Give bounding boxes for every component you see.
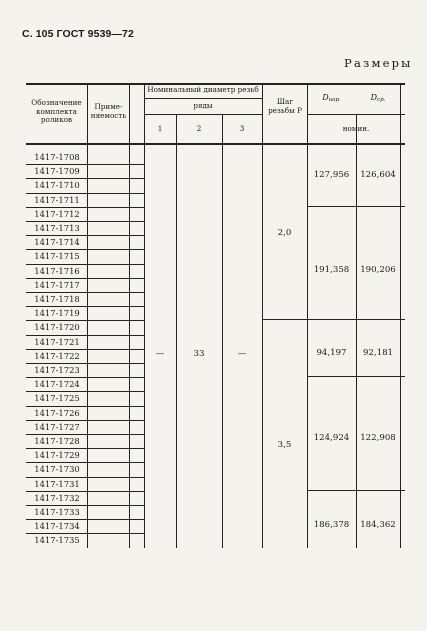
designation-cell: 1417-1728 xyxy=(34,436,80,446)
d-sr-value: 92,181 xyxy=(362,348,394,358)
designation-cell: 1417-1722 xyxy=(34,350,80,361)
row3-header: 3 xyxy=(239,124,245,133)
designation-cell: 1417-1715 xyxy=(34,251,80,262)
d-sr-value: 126,604 xyxy=(360,170,396,180)
designation-cell: 1417-1725 xyxy=(34,393,80,404)
d-nar-value: 124,924 xyxy=(313,433,350,443)
nominal-header: номин. xyxy=(342,124,370,133)
applicability-header: Приме-няемость xyxy=(90,102,127,120)
designation-cell: 1417-1708 xyxy=(34,152,80,162)
d-sr-value: 190,206 xyxy=(360,265,396,275)
designation-cell: 1417-1726 xyxy=(34,407,80,418)
d-nar-value: 94,197 xyxy=(316,348,347,358)
designation-cell: 1417-1729 xyxy=(34,450,80,461)
d-nar-header: Dнар. xyxy=(322,93,341,103)
row2-value: 33 xyxy=(193,349,205,359)
designation-cell: 1417-1724 xyxy=(34,379,80,390)
pitch-header: Шаг резьбы P xyxy=(268,97,302,115)
pitch-value-2: 3,5 xyxy=(277,440,292,450)
rows-header: ряды xyxy=(193,101,213,110)
rollers-table xyxy=(26,83,405,548)
d-nar-value: 186,378 xyxy=(313,520,350,530)
designation-cell: 1417-1713 xyxy=(34,223,80,233)
designation-cell: 1417-1720 xyxy=(34,322,80,333)
row1-header: 1 xyxy=(157,124,163,133)
designation-cell: 1417-1719 xyxy=(34,308,80,319)
d-sr-header: Dср. xyxy=(370,93,386,103)
designation-cell: 1417-1716 xyxy=(34,265,80,276)
designation-cell: 1417-1717 xyxy=(34,279,80,290)
designation-cell: 1417-1735 xyxy=(34,535,80,546)
designation-header: Обозначение комплекта роликов xyxy=(31,98,82,124)
nominal-diameter-header: Номинальный диаметр резьб xyxy=(147,85,259,94)
designation-cell: 1417-1714 xyxy=(34,237,80,248)
d-nar-value: 127,956 xyxy=(313,170,350,180)
d-sr-value: 184,362 xyxy=(360,520,396,530)
designation-cell: 1417-1710 xyxy=(34,180,80,191)
designation-cell: 1417-1721 xyxy=(34,336,80,347)
row3-dash: — xyxy=(237,349,247,359)
designation-cell: 1417-1712 xyxy=(34,208,80,219)
page-reference: С. 105 ГОСТ 9539—72 xyxy=(22,28,134,40)
row1-dash: — xyxy=(155,349,165,359)
designation-cell: 1417-1732 xyxy=(34,492,80,503)
designation-cell: 1417-1734 xyxy=(34,521,80,532)
designation-cell: 1417-1718 xyxy=(34,294,80,304)
designation-cell: 1417-1709 xyxy=(34,166,80,177)
designation-cell: 1417-1711 xyxy=(34,194,80,205)
sizes-label: Размеры xyxy=(344,56,413,70)
designation-cell: 1417-1731 xyxy=(34,478,80,489)
d-sr-value: 122,908 xyxy=(360,433,396,443)
pitch-value-1: 2,0 xyxy=(277,228,292,238)
designation-cell: 1417-1727 xyxy=(34,421,80,432)
designation-cell: 1417-1723 xyxy=(34,365,80,375)
designation-cell: 1417-1733 xyxy=(34,507,80,517)
d-nar-value: 191,358 xyxy=(313,265,350,275)
designation-cell: 1417-1730 xyxy=(34,464,80,475)
row2-header: 2 xyxy=(196,124,202,133)
